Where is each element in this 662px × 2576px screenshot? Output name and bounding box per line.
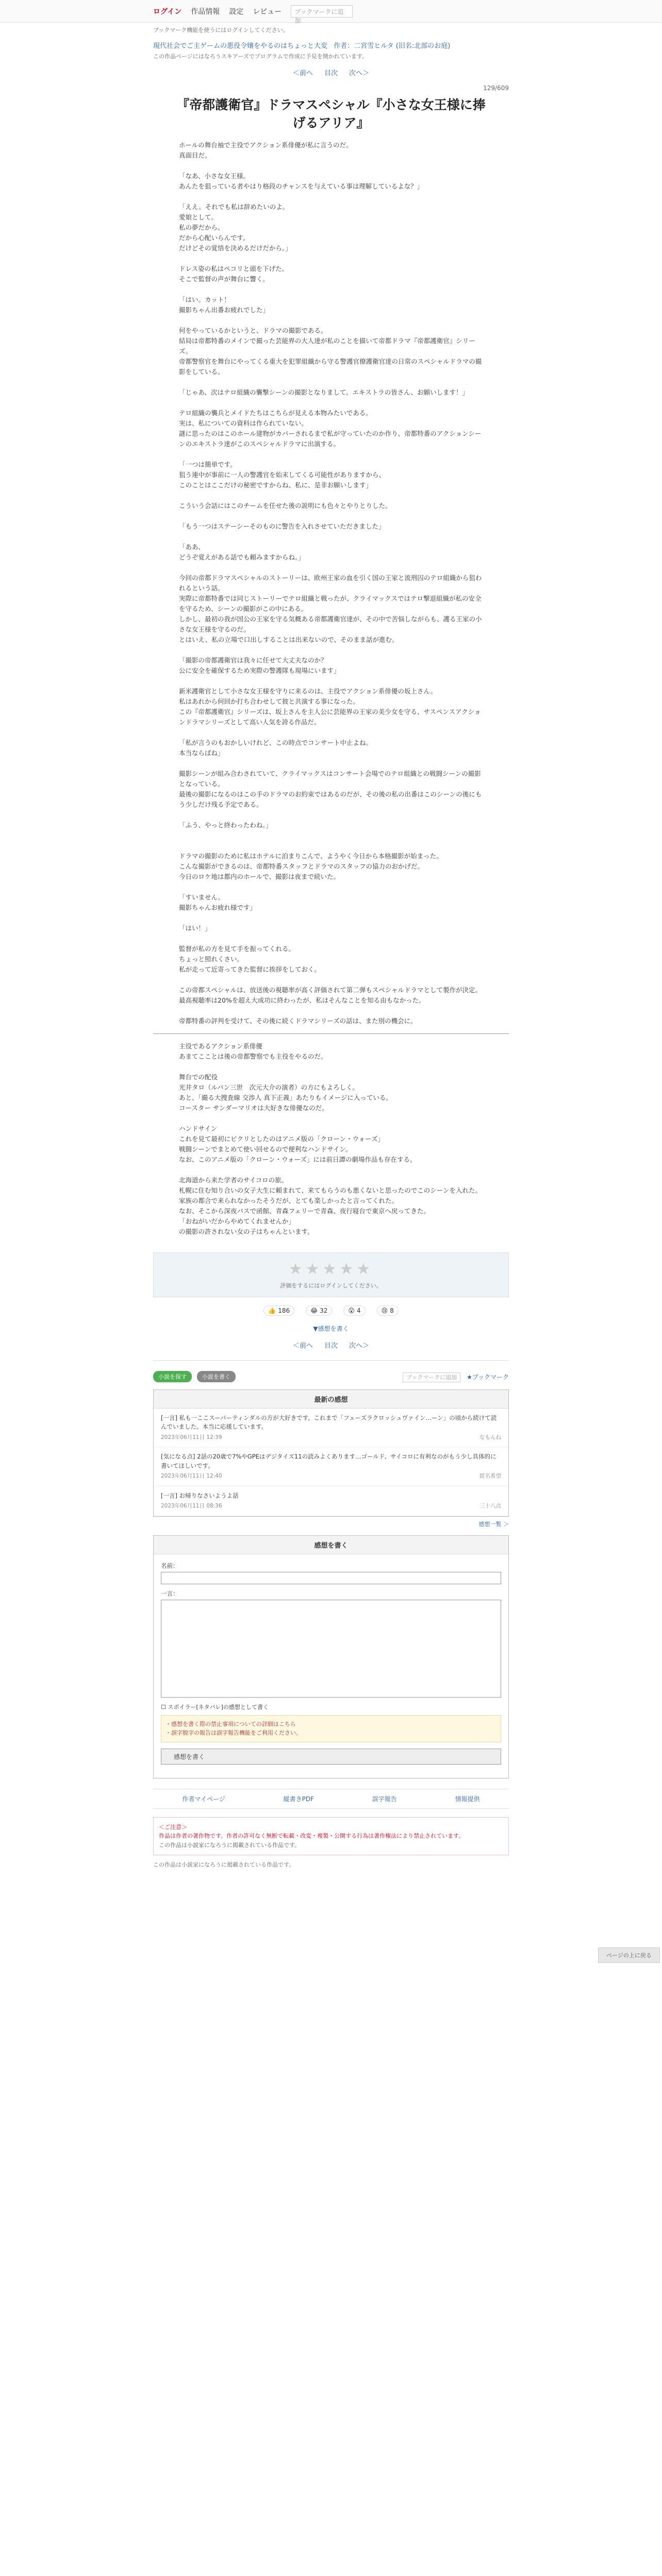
body-line: 愛娘として。 (179, 213, 218, 221)
footnote-body-2: この作品は小説家になろうに掲載されている作品です。 (159, 1841, 301, 1849)
body-line (179, 913, 483, 923)
novel-body (153, 140, 509, 1026)
find-novel-badge[interactable]: 小説を探す (153, 1371, 192, 1382)
footnote-body: 作品は作者の著作物です。作者の許可なく無断で転載・改変・複製・公開する行為は著作権法により禁止されています。 (159, 1833, 465, 1840)
body-line: こういう会話にはこのチームを任せた後の説明にも色々とやりとりした。 (179, 502, 392, 510)
comment-meta (161, 1434, 501, 1442)
body-line (179, 490, 483, 501)
works-link[interactable]: 作品情報 (191, 8, 220, 16)
reaction-count: 32 (320, 1307, 328, 1314)
body-line (179, 315, 483, 326)
author-name[interactable]: 作者：二宮雪ヒルタ (334, 42, 394, 50)
warning-line-2[interactable]: ・誤字脱字の報告は誤字報告機能をご利用ください。 (166, 1730, 302, 1737)
form-body (154, 1554, 508, 1778)
toc-link[interactable]: 目次 (324, 70, 338, 77)
comment-list (154, 1409, 508, 1516)
afterword-line (179, 1062, 483, 1072)
body-line: このことはここだけの秘密ですからね、私に、是非お願いします」 (179, 481, 373, 489)
submit-comment-button[interactable]: 感想を書く (161, 1749, 501, 1765)
body-line: 「私が言うのもおかしいけれど、この時点でコンサート中止よね。 (179, 739, 373, 747)
afterword-line: コースター サンダーマリオは大好きな俳優なのだ。 (179, 1104, 328, 1112)
footer-links (153, 1789, 509, 1809)
body-line: ドレス姿の私はペコリと頭を下げた。 (179, 265, 289, 273)
reaction-bar (153, 1306, 509, 1316)
back-to-top-button[interactable]: ページの上に戻る (598, 1947, 660, 1963)
spoiler-check-row[interactable] (161, 1703, 501, 1711)
body-line: 「撮影の帝都護衛官は我々に任せて大丈夫なのか？ (179, 656, 327, 664)
body-line: とはいえ、私の立場で口出しすることは出来ないので、そのまま話が進む。 (179, 636, 399, 643)
author-alias: (旧名:北部のお庭) (395, 42, 451, 50)
comment-user[interactable]: 三十八点 (479, 1502, 501, 1509)
body-line (179, 676, 483, 686)
afterword-line: あと、「撮る大捜査線 交渉人 真下正義」あたりもイメージに入っている。 (179, 1094, 392, 1101)
body-line: あんたを狙っている者やはり格段のチャンスを与えている事は理解しているよな？」 (179, 182, 424, 190)
body-line: だから心配いらんです。 (179, 234, 250, 242)
comment-text: [一言] 私も一ここスーパーティンダルの方が大好きです。これまで「フェーズラクロッシュヴァイン…ーン」の頃から続けて読んでいました。本当に応援しています。 (161, 1414, 497, 1431)
comment-item (154, 1409, 508, 1447)
bookmark-link[interactable]: ★ブックマーク (467, 1373, 509, 1381)
afterword-line: 光井タロ（ルパン三世 次元大介の演者）の方にもよろしく。 (179, 1083, 359, 1091)
body-line: 「なあ、小さな女王様。 (179, 172, 250, 180)
write-comment-link[interactable]: ▼感想を書く (313, 1325, 349, 1332)
body-line: 撮影ちゃん出番お疲れでした」 (179, 306, 270, 314)
rating-hint: 評価をするにはログインしてください。 (280, 1282, 382, 1289)
bookmark-add-button-bottom[interactable]: ブックマークに追加 (403, 1372, 460, 1382)
body-line: 監督が私の方を見て手を振ってくれる。 (179, 945, 295, 953)
comment-date: 2023年06月11日 12:39 (161, 1434, 222, 1440)
afterword-line: これを見て最初にピクリとしたのはアニメ版の「クローン・ウォーズ」 (179, 1135, 385, 1143)
body-line (179, 810, 483, 820)
body-line (179, 511, 483, 521)
body-line (179, 758, 483, 769)
footer-link[interactable]: 縦書きPDF (283, 1795, 315, 1803)
body-line (179, 284, 483, 295)
settings-link[interactable]: 設定 (229, 8, 244, 16)
body-line: 実際に帝都特番では同じストーリーでテロ組織と戦ったが、クライマックスではテロ撃退組織が私の安全を守るため、シーンの撮影がこの中にある。 (179, 595, 482, 613)
comment-meta (161, 1472, 501, 1481)
body-line: ホールの舞台袖で主役でアクション系俳優が私に言うのだ。 (179, 141, 353, 149)
rating-panel (153, 1252, 509, 1297)
body-divider (153, 1033, 509, 1034)
body-line: 今回の帝都ドラマスペシャルのストーリーは、欧州王家の血を引く国の王家と流刑囚のテロ組織から狙われるという話。 (179, 574, 482, 592)
body-line: 真面目だ。 (179, 151, 211, 159)
body-line: だけどその覚悟を決めるだけだから。」 (179, 244, 292, 252)
afterword-line: 戦闘シーンでまとめて使い回せるので便利なハンドサイン。 (179, 1145, 352, 1153)
warning-line-1[interactable]: ・感想を書く際の禁止事項についての詳細はこちら (166, 1720, 296, 1727)
comment-meta (161, 1502, 501, 1511)
body-line (179, 975, 483, 985)
body-line (179, 532, 483, 542)
afterword (153, 1041, 509, 1237)
body-line: どうぞ覚えがある話でも頼みますからね。」 (179, 553, 305, 561)
series-title[interactable]: 現代社会でご主ゲームの悪役令嬢をやるのはちょっと大変 (153, 42, 328, 50)
body-line: 私の夢だから。 (179, 224, 224, 231)
body-line (179, 841, 483, 851)
copyright: この作品は小説家になろうに掲載されている作品です。 (153, 1861, 295, 1869)
afterword-line: 家族の都合で来られなかったそうだが、とても楽しかったと言ってくれた。 (179, 1197, 399, 1205)
body-line: 本当ならばね」 (179, 749, 224, 757)
spoiler-check-label: スポイラー[ネタバレ]の感想として書く (168, 1703, 269, 1710)
reaction-icon: 😢 (381, 1307, 388, 1314)
body-line (179, 192, 483, 202)
body-line: 撮影ちゃんお疲れ様です」 (179, 904, 257, 911)
comments-more-link[interactable]: 感想一覧 ＞ (478, 1520, 509, 1528)
bookmark-add-button[interactable]: ブックマークに追加 (291, 5, 353, 18)
body-line (179, 934, 483, 944)
body-line (179, 449, 483, 460)
pager-top (153, 67, 509, 77)
body-line: 今日のロケ地は都内のホールで、撮影は夜まで続いた。 (179, 873, 340, 880)
afterword-line: ハンドサイン (179, 1125, 218, 1132)
reaction-button[interactable] (263, 1306, 294, 1316)
afterword-line: 札幌に住む知り合いの女子大生に頼まれて、来てもらうのも悪くないと思ったのでこのシーンを入れた。 (179, 1187, 482, 1194)
body-line: 謎に思ったのはこのホール建物がカバーされるまで私が守っていたのか作り、帝都特番のアクションシーンのエキストラ達がこのスペシャルドラマに出演する。 (179, 430, 482, 448)
login-link[interactable]: ログイン (153, 8, 182, 16)
reaction-button[interactable] (343, 1306, 365, 1316)
comment-user[interactable]: なもんね (479, 1434, 501, 1440)
body-label: 一言： (161, 1589, 179, 1597)
body-line: 結局は帝都特番のメインで撮った芸能界の大人達が私のことを描いて帝都ドラマ『帝都護衛官』シリーズ。 (179, 337, 475, 355)
reaction-count: 4 (356, 1307, 361, 1314)
body-line (179, 727, 483, 738)
body-line: こんな撮影ができるのは、帝都特番スタッフとドラマのスタッフの協力のおかげだ。 (179, 862, 424, 870)
body-line: 「ふう、やっと終わったわね。」 (179, 821, 273, 829)
afterword-line: なお、このアニメ版の「クローン・ウォーズ」には前日譚の劇場作品も存在する。 (179, 1156, 417, 1163)
comment-text: [一言] お帰りなさいようよ話 (161, 1492, 239, 1499)
footer-link[interactable]: 情報提供 (455, 1795, 480, 1803)
checkbox-icon[interactable]: ☐ (161, 1703, 166, 1710)
body-line: 実は、私についての資料は作られていない。 (179, 419, 308, 427)
body-line: テロ組織の襲兵とメイドたちはこちらが見える本物みたいである。 (179, 409, 372, 417)
body-line: この『帝都護衛官』シリーズは、坂上さんを主人公に芸能界の王家の美少女を守る、サスペンスアクションドラマシリーズとして高い人気を誇る作品だ。 (179, 708, 481, 726)
login-notice: ブックマーク機能を使うにはログインしてください。 (153, 27, 289, 33)
body-line: 「ええ。それでも私は辞めたいのよ。 (179, 203, 289, 211)
body-line: 最高視聴率は20%を超え大成功に終わったが、私はそんなことを知る由もなかった。 (179, 996, 425, 1004)
body-line: 公に安全を確保するため実際の警護隊も現場にいます」 (179, 667, 340, 674)
body-line (179, 645, 483, 655)
comment-date: 2023年06月11日 12:40 (161, 1472, 222, 1479)
body-line: 何をやっているかというと、ドラマの撮影である。 (179, 327, 327, 334)
body-line (179, 398, 483, 408)
comment-user[interactable]: 匿名希望 (479, 1472, 501, 1479)
body-line (179, 831, 483, 841)
name-label: 名前： (161, 1562, 179, 1569)
comment-textarea[interactable] (161, 1600, 501, 1698)
body-line: そこで監督の声が舞台に響く。 (179, 275, 269, 283)
body-line: 「一つは簡単です。 (179, 461, 237, 468)
footnote (153, 1817, 509, 1856)
toc-link-bottom[interactable]: 目次 (324, 1342, 338, 1350)
page-note: この作品ページにはなろうスキアーズでプログラムで作成に予見を開かれています。 (153, 53, 368, 60)
body-line: 私はあれから何回か打ち合わせして彼と共演する事になった。 (179, 698, 360, 705)
body-line: 「ああ、 (179, 543, 205, 551)
comment-date: 2023年06月11日 08:36 (161, 1502, 222, 1509)
comments-heading: 最新の感想 (154, 1390, 508, 1409)
footer-link[interactable]: 誤字報告 (372, 1795, 397, 1803)
afterword-line: 舞台での配役 (179, 1073, 218, 1081)
prev-link[interactable]: ＜前へ (292, 70, 313, 77)
afterword-line: 「おねがいだからやめてくれませんか」 (179, 1217, 295, 1225)
afterword-line: なお、そこから深夜バスで函館、青森フェリーで青森、夜行寝台で東京へ戻ってきた。 (179, 1207, 430, 1215)
body-line: ドラマの撮影のために私はホテルに泊まりこんで、ようやく今日から本格撮影が始まった。 (179, 852, 443, 860)
reaction-icon: 😮 (348, 1307, 355, 1314)
reaction-icon: 👍 (268, 1307, 276, 1314)
afterword-line: あまてこことは後の帝都警察でも主役をやるのだ。 (179, 1053, 327, 1060)
comment-item (154, 1486, 508, 1516)
body-line: 「もう一つはステーシーそのものに警告を入れさせていただきました」 (179, 522, 385, 530)
body-line: しかし、最初の我が国公の王家を守る気概ある帝都護衛官達が、その中で苦悩しながらも、護る王家の小さな女王様を守るのだ。 (179, 615, 482, 633)
body-line: 「すいません。 (179, 893, 225, 901)
afterword-line: の撮影の許されない女の子はちゃんといます。 (179, 1228, 314, 1235)
bottom-nav (153, 1371, 509, 1382)
body-line: 「はい。カット！ (179, 296, 230, 303)
body-line: 私が走って近寄ってきた監督に挨拶をしておく。 (179, 965, 321, 973)
body-line: 帝都警察官を舞台にやってくる重大を犯罪組織から守る警護官僚護衛官達の日常のスペシャルドラマの撮影をしている。 (179, 358, 482, 376)
body-line: 新米護衛官として小さな女王様を守りに来るのは、主役でアクション系俳優の坂上さん。 (179, 687, 437, 695)
afterword-line: 主役であるアクション系俳優 (179, 1042, 262, 1050)
afterword-line: 北海道から来た学者のサイコロの旅。 (179, 1176, 288, 1184)
body-line (179, 882, 483, 892)
name-input[interactable] (161, 1572, 501, 1584)
divider (153, 1360, 509, 1361)
bottom-nav-right (403, 1372, 509, 1381)
body-line: 最後の撮影になるのはこの手のドラマのお約束ではあるのだが、その後の私の出番はこのシーンの後にもう少しだけ残る予定である。 (179, 790, 482, 808)
body-line: この帝都スペシャルは、放送後の視聴率が高く評価されて第二弾もスペシャルドラマとして製作が決定。 (179, 986, 482, 994)
comment-item (154, 1447, 508, 1486)
body-line: 「じゃあ、次はテロ組織の襲撃シーンの撮影となりまして。エキストラの皆さん、お願いします！」 (179, 388, 469, 396)
next-link-bottom[interactable]: 次へ＞ (349, 1342, 370, 1350)
form-heading: 感想を書く (154, 1536, 508, 1554)
series-info (153, 40, 509, 50)
reaction-button[interactable] (306, 1306, 332, 1316)
reaction-icon: 😂 (310, 1307, 318, 1314)
body-line: 帝都特番の評判を受けて、その後に続くドラマシリーズの話は、また別の機会に。 (179, 1017, 417, 1025)
reaction-button[interactable] (377, 1306, 399, 1316)
reaction-count: 186 (278, 1307, 290, 1314)
reaction-count: 8 (390, 1307, 394, 1314)
body-line (179, 253, 483, 264)
comment-text: [気になる点] 2話の20歳で7%やGPEはデジタイズ11の読みよくあります…ゴールド、サイコロに有利なのがもう少し具体的に書いてほしいです。 (161, 1453, 496, 1469)
star-rating-icon[interactable]: ★★★★★ (288, 1260, 374, 1278)
body-line (179, 161, 483, 171)
form-warning (161, 1715, 501, 1742)
body-line: 撮影シーンが組み合わされていて、クライマックスはコンサート会場でのテロ組織との戦闘シーンの撮影となっている。 (179, 770, 481, 788)
prev-link-bottom[interactable]: ＜前へ (292, 1342, 313, 1350)
pager-bottom (153, 1340, 509, 1350)
footer-link[interactable]: 作者マイページ (182, 1795, 225, 1803)
write-novel-badge[interactable]: 小説を書く (197, 1371, 236, 1382)
next-link[interactable]: 次へ＞ (349, 70, 370, 77)
footnote-heading: ＜ご注意＞ (159, 1823, 187, 1831)
review-link[interactable]: レビュー (253, 8, 282, 16)
body-line (179, 563, 483, 573)
main-content (153, 23, 509, 1869)
afterword-line (179, 1165, 483, 1175)
chapter-title: 『帝都護衛官』ドラマスペシャル『小さな女王様に捧げるアリア』 (176, 97, 486, 130)
top-bar (0, 0, 662, 23)
body-line: ちょっと照れくさい。 (179, 955, 244, 963)
afterword-line (179, 1113, 483, 1124)
chapter-number: 129/609 (483, 84, 509, 92)
body-line (179, 377, 483, 387)
badge-group (153, 1371, 239, 1382)
body-line (179, 1006, 483, 1016)
comment-form (153, 1535, 509, 1778)
body-line: 「はい！」 (179, 924, 211, 932)
comments-box (153, 1389, 509, 1517)
body-line: 狙う連中が事前に一人の警護官を始末してくる可能性がありますから、 (179, 471, 386, 479)
